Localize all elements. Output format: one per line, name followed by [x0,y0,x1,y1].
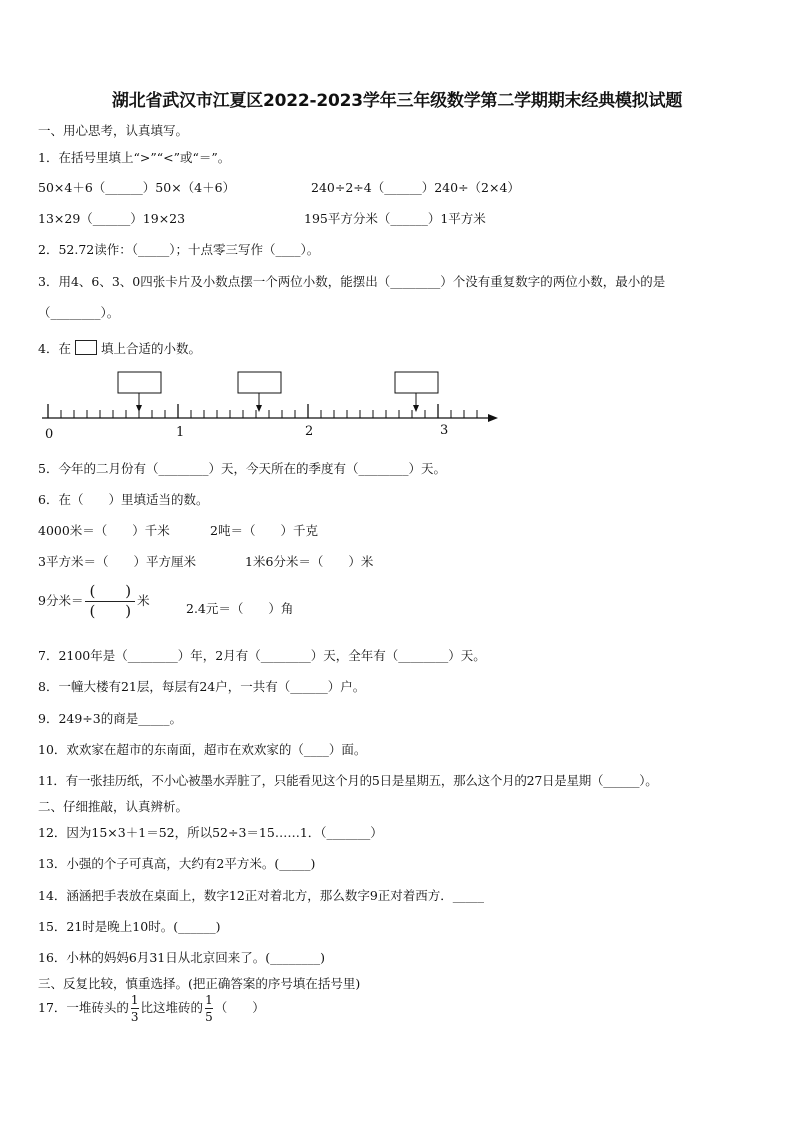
q1-compare-b: 240÷2÷4（______）240÷（2×4） [311,180,520,195]
q6-item-a: 4000米＝（ ）千米 [38,523,170,538]
q17-prefix: 17．一堆砖头的 [38,1000,129,1015]
question-9: 9．249÷3的商是_____。 [38,711,182,726]
number-line-ticks [48,404,477,418]
down-arrow-icon [136,405,142,412]
section-3-heading: 三、反复比较，慎重选择。(把正确答案的序号填在括号里) [38,976,361,991]
fraction-one-third: $\frac{1}{3}$ [130,993,139,1024]
question-3-line-1: 3．用4、6、3、0四张卡片及小数点摆一个两位小数，能摆出（________）个没有重复数字的两位小数，最小的是 [38,274,666,289]
number-line-arrowhead-icon [488,414,498,422]
question-3-line-2: （________）。 [38,305,120,320]
q1-compare-a: 50×4＋6（______）50×（4＋6） [38,180,236,195]
question-16: 16．小林的妈妈6月31日从北京回来了。(________) [38,950,326,965]
q1-compare-d: 195平方分米（______）1平方米 [304,211,486,226]
q6-item-b: 2吨＝（ ）千克 [210,523,318,538]
answer-box-1[interactable] [118,372,161,393]
answer-box-icon [75,340,97,355]
q4-suffix: 填上合适的小数。 [100,341,201,356]
question-11: 11．有一张挂历纸，不小心被墨水弄脏了，只能看见这个月的5日是星期五，那么这个月的27日是星期（______）。 [38,773,658,788]
q17-answer-blank[interactable]: （ ） [214,1000,265,1015]
fraction-numerator: ( ) [89,582,132,600]
question-7: 7．2100年是（________）年，2月有（________）天，全年有（________）天。 [38,648,486,663]
page-title: 湖北省武汉市江夏区2022-2023学年三年级数学第二学期期末经典模拟试题 [111,91,683,111]
q6-item-c: 3平方米＝（ ）平方厘米 [38,554,196,569]
q6-e-suffix: 米 [137,593,150,608]
question-8: 8．一幢大楼有21层，每层有24户，一共有（______）户。 [38,679,366,694]
answer-box-3[interactable] [395,372,438,393]
q6-item-e [38,584,150,619]
question-14: 14．涵涵把手表放在桌面上，数字12正对着北方，那么数字9正对着西方．_____ [38,888,485,903]
fraction-denominator: ( ) [89,602,132,620]
q6-item-d: 1米6分米＝（ ）米 [245,554,374,569]
fraction-one-fifth: $\frac{1}{5}$ [205,993,213,1024]
number-line [0,365,520,445]
question-6: 6．在（ ）里填适当的数。 [38,492,209,507]
number-line-label-0: 0 [45,427,54,442]
q1-compare-c: 13×29（______）19×23 [38,211,186,226]
fraction-blank[interactable] [85,584,135,619]
question-5: 5．今年的二月份有（________）天，今天所在的季度有（________）天。 [38,461,446,476]
question-13: 13．小强的个子可真高，大约有2平方米。(_____) [38,856,316,871]
question-1: 1．在括号里填上“>”“<”或“＝”。 [38,150,231,165]
q17-middle: 比这堆砖的 [140,1000,204,1015]
down-arrow-icon [413,405,419,412]
section-2-heading: 二、仔细推敲，认真辨析。 [38,799,189,814]
answer-box-2[interactable] [238,372,281,393]
question-2: 2．52.72读作：（_____）；十点零三写作（____）。 [38,242,320,257]
question-12: 12．因为15×3＋1＝52，所以52÷3＝15……1．（_______） [38,825,383,840]
question-4 [38,339,201,357]
question-17 [38,994,265,1023]
q6-item-f: 2.4元＝（ ）角 [186,601,294,616]
question-10: 10．欢欢家在超市的东南面，超市在欢欢家的（____）面。 [38,742,367,757]
number-line-label-1: 1 [176,425,185,440]
section-1-heading: 一、用心思考，认真填写。 [38,123,189,138]
question-15: 15．21时是晚上10时。(______) [38,919,221,934]
number-line-label-3: 3 [440,423,449,438]
q4-prefix: 4．在 [38,341,71,356]
q6-e-prefix: 9分米＝ [38,593,84,608]
down-arrow-icon [256,405,262,412]
number-line-label-2: 2 [305,424,314,439]
